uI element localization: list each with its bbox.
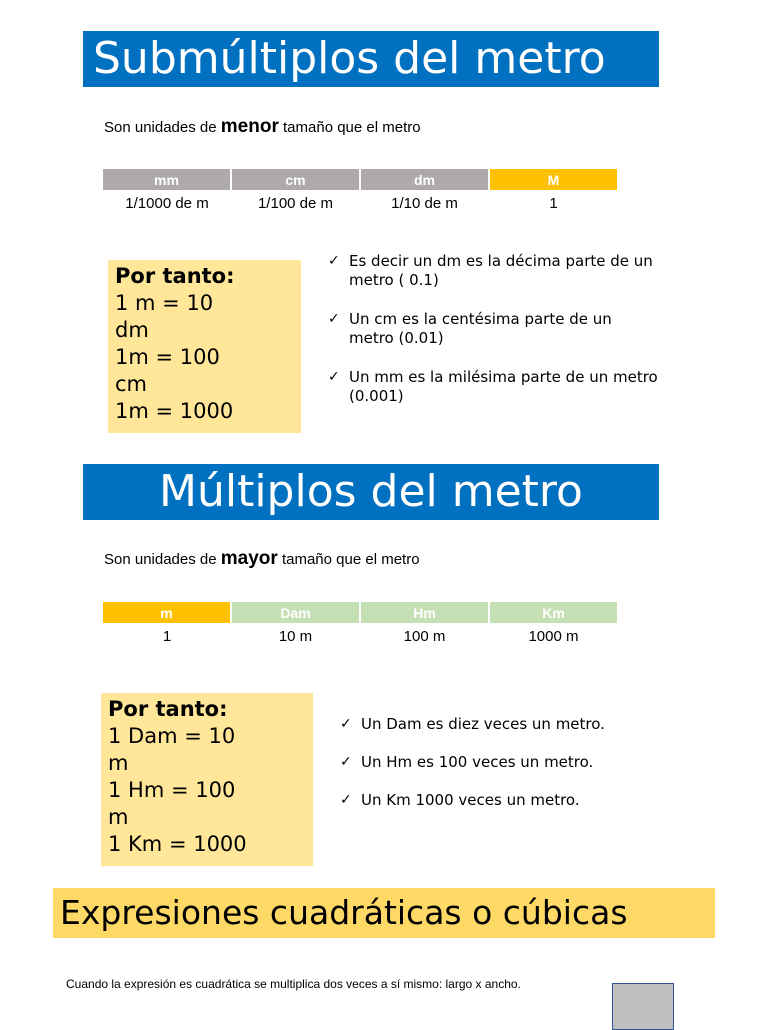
table-cell: 100 m — [403, 627, 446, 645]
lead-emphasis: menor — [220, 116, 279, 137]
list-item — [340, 715, 670, 734]
bullet-text: Un Dam es diez veces un metro. — [361, 715, 605, 733]
table-cell: 1/100 de m — [257, 194, 334, 212]
box-line: 1m = 1000 — [115, 399, 234, 423]
box-line: 1 m = 10 — [115, 291, 214, 315]
table-cell: 1 — [162, 627, 172, 645]
table-header-row — [103, 602, 618, 623]
table-header-cell: Km — [489, 602, 618, 623]
lead-prefix: Son unidades de — [104, 119, 221, 136]
table-cell: 1/10 de m — [391, 194, 458, 212]
multiplos-title: Múltiplos del metro — [83, 464, 659, 520]
expresiones-paragraph: Cuando la expresión es cuadrática se multiplica dos veces a sí mismo: largo x ancho. — [66, 977, 521, 991]
table-cell: 1000 m — [528, 627, 579, 645]
table-header-cell: mm — [103, 169, 231, 190]
check-icon: ✓ — [328, 253, 340, 269]
box-line: m — [108, 751, 129, 775]
table-header-cell: cm — [231, 169, 360, 190]
box-line: m — [108, 805, 129, 829]
table-cell: 1 — [549, 194, 558, 212]
box-line: 1 Hm = 100 — [108, 778, 236, 802]
check-icon: ✓ — [340, 792, 352, 808]
bullet-text: Un mm es la milésima parte de un metro (0.001) — [349, 368, 658, 405]
lead-suffix: tamaño que el metro — [278, 119, 421, 136]
submultiplos-table — [103, 169, 619, 216]
list-item — [328, 368, 658, 406]
table-header-cell: M — [489, 169, 618, 190]
bullet-text: Un cm es la centésima parte de un metro (0.01) — [349, 310, 612, 347]
submultiplos-bullets — [328, 252, 658, 426]
check-icon: ✓ — [340, 716, 352, 732]
lead-prefix: Son unidades de — [104, 551, 221, 568]
submultiplos-lead — [104, 116, 421, 138]
bullet-text: Un Hm es 100 veces un metro. — [361, 753, 594, 771]
bullet-text: Un Km 1000 veces un metro. — [361, 791, 580, 809]
box-line: cm — [115, 372, 148, 396]
table-header-row — [103, 169, 618, 190]
list-item — [340, 791, 670, 810]
por-tanto-box — [101, 693, 313, 866]
box-line: 1 Dam = 10 — [108, 724, 236, 748]
check-icon: ✓ — [328, 369, 340, 385]
table-cell: 1/1000 de m — [125, 194, 209, 212]
table-row — [103, 623, 618, 649]
box-line: 1 Km = 1000 — [108, 832, 247, 856]
list-item — [328, 252, 658, 290]
expresiones-title: Expresiones cuadráticas o cúbicas — [53, 888, 715, 938]
list-item — [340, 753, 670, 772]
table-header-cell: dm — [360, 169, 489, 190]
bullet-text: Es decir un dm es la décima parte de un metro ( 0.1) — [349, 252, 653, 289]
multiplos-table — [103, 602, 619, 649]
submultiplos-title: Submúltiplos del metro — [83, 31, 659, 87]
gray-square-shape — [612, 983, 674, 1030]
check-icon: ✓ — [328, 311, 340, 327]
check-icon: ✓ — [340, 754, 352, 770]
multiplos-lead — [104, 548, 420, 570]
table-header-cell: m — [103, 602, 231, 623]
table-header-cell: Hm — [360, 602, 489, 623]
por-tanto-box — [108, 260, 301, 433]
table-header-cell: Dam — [231, 602, 360, 623]
lead-suffix: tamaño que el metro — [277, 551, 420, 568]
table-row — [103, 190, 618, 216]
multiplos-bullets — [340, 715, 670, 829]
box-title: Por tanto: — [108, 697, 228, 721]
lead-emphasis: mayor — [220, 548, 278, 569]
box-line: dm — [115, 318, 149, 342]
box-title: Por tanto: — [115, 264, 235, 288]
box-line: 1m = 100 — [115, 345, 220, 369]
list-item — [328, 310, 658, 348]
table-cell: 10 m — [278, 627, 313, 645]
